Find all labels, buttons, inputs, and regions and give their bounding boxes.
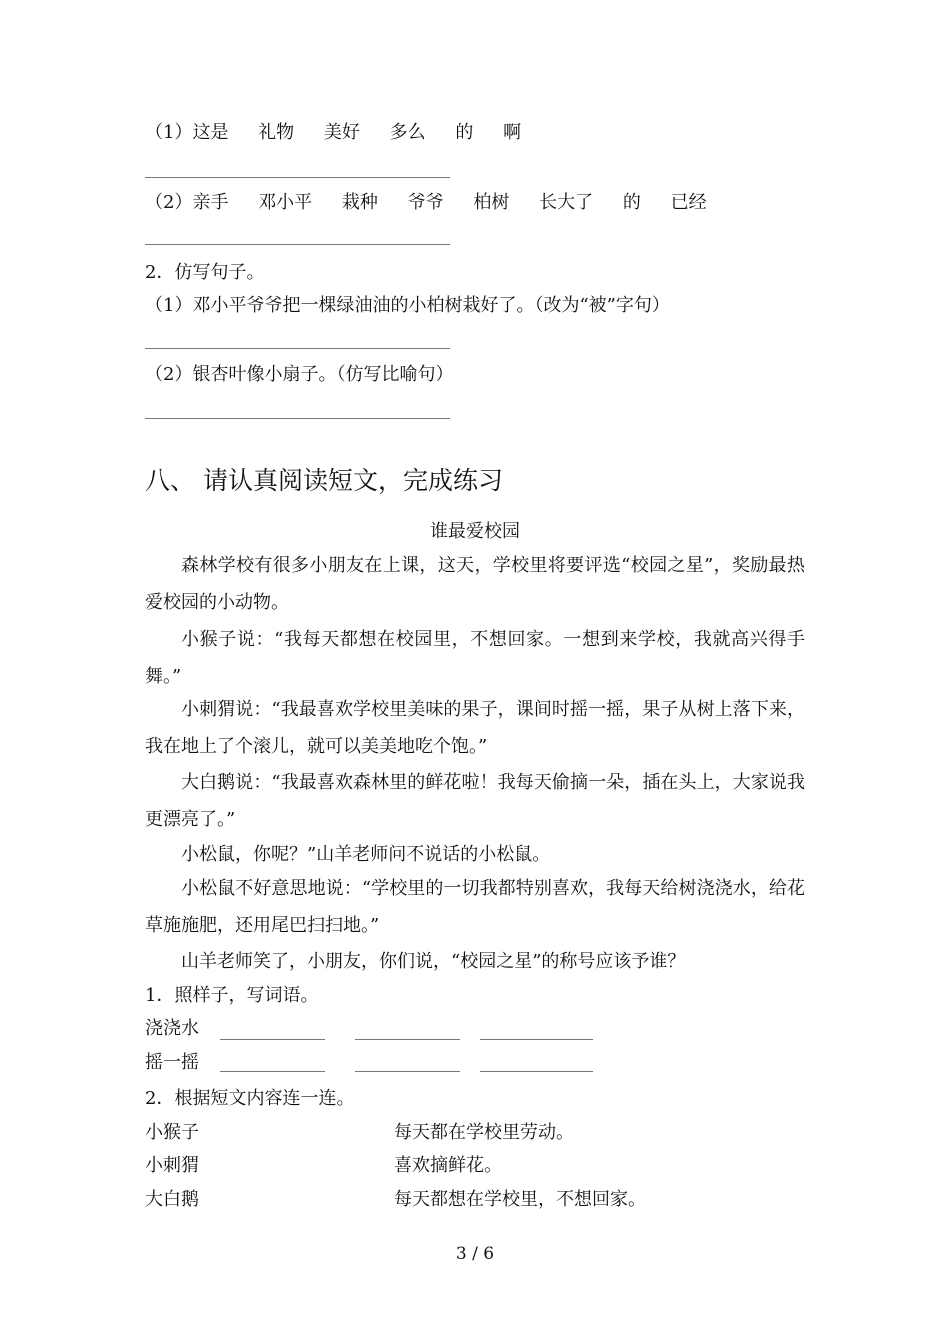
story-title: 谁最爱校园 xyxy=(430,521,520,542)
story-paragraph: 小松鼠，你呢？”山羊老师问不说话的小松鼠。 xyxy=(181,844,551,865)
section-heading: 八、 请认真阅读短文，完成练习 xyxy=(145,466,503,495)
match-left-item[interactable]: 小猴子 xyxy=(145,1122,199,1143)
answer-line[interactable] xyxy=(355,1071,460,1072)
answer-line[interactable] xyxy=(220,1039,325,1040)
reorder-word: 邓小平 xyxy=(258,192,313,213)
answer-line[interactable] xyxy=(145,177,450,178)
rewrite-question-1: （1）邓小平爷爷把一棵绿油油的小柏树栽好了。（改为“被”字句） xyxy=(145,295,670,316)
match-left-item[interactable]: 小刺猬 xyxy=(145,1155,199,1176)
reorder-word: 美好 xyxy=(323,122,360,143)
reorder-word: 爷爷 xyxy=(407,192,444,213)
reorder-word: 栽种 xyxy=(341,192,378,213)
reorder-word: 已经 xyxy=(670,192,707,213)
story-paragraph: 小松鼠不好意思地说：“学校里的一切我都特别喜欢，我每天给树浇浇水，给花草施施肥，还用尾巴扫扫地。” xyxy=(145,878,805,936)
story-paragraph: 森林学校有很多小朋友在上课，这天，学校里将要评选“校园之星”，奖励最热爱校园的小动物。 xyxy=(145,555,805,613)
reorder-word: 礼物 xyxy=(258,122,295,143)
story-paragraph: 小猴子说：“我每天都想在校园里，不想回家。一想到来学校，我就高兴得手舞。” xyxy=(145,629,805,687)
match-right-item[interactable]: 每天都在学校里劳动。 xyxy=(394,1122,574,1143)
reorder-question-1 xyxy=(145,122,545,144)
task-title: 2．根据短文内容连一连。 xyxy=(145,1088,355,1109)
match-right-item[interactable]: 每天都想在学校里，不想回家。 xyxy=(394,1189,646,1210)
rewrite-question-2: （2）银杏叶像小扇子。（仿写比喻句） xyxy=(145,364,454,385)
reorder-word: 多么 xyxy=(389,122,426,143)
reorder-word: 长大了 xyxy=(539,192,594,213)
word-example: 浇浇水 xyxy=(145,1018,199,1039)
story-paragraph: 大白鹅说：“我最喜欢森林里的鲜花啦！我每天偷摘一朵，插在头上，大家说我更漂亮了。” xyxy=(145,772,805,830)
answer-line[interactable] xyxy=(480,1071,593,1072)
reorder-q1-label: （1）这是 xyxy=(145,122,229,143)
reorder-word: 的 xyxy=(622,192,641,213)
page-number: 3 / 6 xyxy=(455,1244,495,1264)
match-right-item[interactable]: 喜欢摘鲜花。 xyxy=(394,1155,502,1176)
reorder-word: 啊 xyxy=(503,122,522,143)
reorder-question-2 xyxy=(145,192,731,214)
answer-line[interactable] xyxy=(145,418,450,419)
task-title: 2．仿写句子。 xyxy=(145,262,265,283)
reorder-word: 的 xyxy=(455,122,474,143)
story-paragraph: 山羊老师笑了，小朋友，你们说，“校园之星”的称号应该予谁？ xyxy=(181,951,686,972)
answer-line[interactable] xyxy=(355,1039,460,1040)
reorder-word: 柏树 xyxy=(473,192,510,213)
answer-line[interactable] xyxy=(480,1039,593,1040)
story-paragraph: 小刺猬说：“我最喜欢学校里美味的果子，课间时摇一摇，果子从树上落下来，我在地上了个滚儿，就可以美美地吃个饱。” xyxy=(145,699,805,757)
word-example: 摇一摇 xyxy=(145,1052,199,1073)
answer-line[interactable] xyxy=(145,348,450,349)
match-left-item[interactable]: 大白鹅 xyxy=(145,1189,199,1210)
task-title: 1．照样子，写词语。 xyxy=(145,985,319,1006)
answer-line[interactable] xyxy=(220,1071,325,1072)
reorder-q2-label: （2）亲手 xyxy=(145,192,229,213)
answer-line[interactable] xyxy=(145,244,450,245)
